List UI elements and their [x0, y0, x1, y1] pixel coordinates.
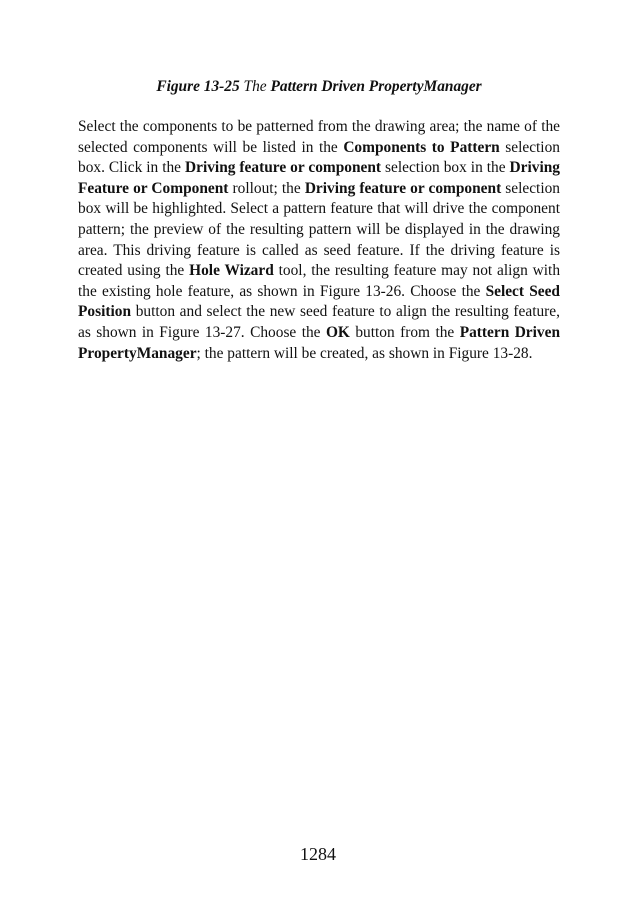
body-paragraph	[78, 117, 560, 364]
text-run: rollout; the	[228, 179, 305, 197]
bold-term: Pattern Driven PropertyManager	[78, 323, 560, 362]
text-run: button and select the new seed feature to align the resulting feature, as shown in Figure 13-27. Choose the	[78, 303, 560, 341]
figure-caption	[78, 77, 560, 97]
figure-label: Figure 13-25	[156, 78, 240, 95]
text-run: selection box will be highlighted. Select a pattern feature that will drive the component pattern; the preview of the resulting pattern will be displayed in the drawing area. This driving feature is called as seed feature. If the driving feature is created using the	[78, 179, 560, 280]
bold-term: Select Seed Position	[78, 282, 560, 321]
caption-connector: The	[239, 78, 271, 95]
text-run: selection box. Click in the	[78, 138, 560, 177]
bold-term: OK	[325, 323, 350, 341]
page-number: 1284	[300, 844, 336, 864]
bold-term: Components to Pattern	[343, 138, 500, 156]
text-run: button from the	[349, 323, 460, 341]
bold-term: Hole Wizard	[189, 262, 274, 280]
bold-term: Driving Feature or Component	[78, 159, 560, 197]
text-run: ; the pattern will be created, as shown in Figure 13-28.	[196, 344, 533, 362]
bold-term: Driving feature or component	[304, 179, 502, 197]
text-run: Select the components to be patterned from the drawing area; the name of the selected components will be listed in the	[78, 118, 560, 156]
caption-name: Pattern Driven PropertyManager	[270, 78, 482, 95]
text-run: selection box in the	[381, 159, 510, 177]
bold-term: Driving feature or component	[185, 159, 382, 177]
text-run: tool, the resulting feature may not align with the existing hole feature, as shown in Figure 13-26. Choose the	[78, 262, 561, 300]
